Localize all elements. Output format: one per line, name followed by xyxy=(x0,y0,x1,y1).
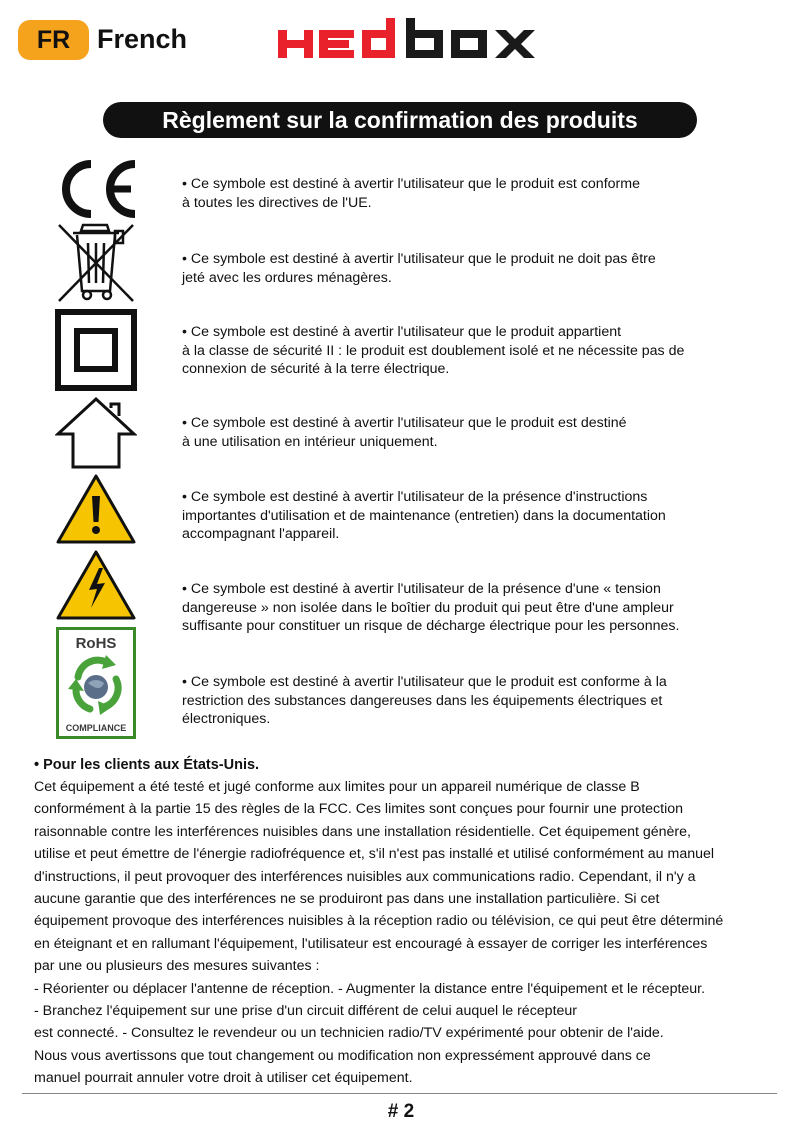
ce-mark-icon xyxy=(55,158,139,225)
paragraph-line: aucune garantie que des interférences ne se produiront pas dans une installation particulière. Si cet xyxy=(34,891,660,908)
paragraph-line: Nous vous avertissons que tout changement ou modification non expressément approuvé dans ce xyxy=(34,1047,651,1064)
rohs-compliance-label: COMPLIANCE xyxy=(65,723,127,733)
symbol-description: • Ce symbole est destiné à avertir l'utilisateur que le produit est conforme à la restriction des substances dangereuses dans les équipements électriques et électroniques. xyxy=(182,674,667,728)
paragraph-line: manuel pourrait annuler votre droit à utiliser cet équipement. xyxy=(34,1070,413,1087)
rohs-label: RoHS xyxy=(75,635,117,652)
language-code-badge: FR xyxy=(18,20,89,60)
paragraph-line: par une ou plusieurs des mesures suivantes : xyxy=(34,958,320,975)
page-title: Règlement sur la confirmation des produits xyxy=(103,102,697,138)
rohs-compliance-icon xyxy=(56,627,136,744)
paragraph-line: utilise et peut émettre de l'énergie radiofréquence et, s'il n'est pas installé et utilisé conformément au manuel xyxy=(34,846,715,863)
exclamation-warning-icon xyxy=(55,472,137,551)
footer-divider xyxy=(22,1093,777,1094)
symbol-description: • Ce symbole est destiné à avertir l'utilisateur que le produit ne doit pas être jeté avec les ordures ménagères. xyxy=(182,251,656,286)
paragraph-line: en éteignant et en rallumant l'équipement, l'utilisateur est encouragé à essayer de corriger les interférences xyxy=(34,935,708,952)
class-ii-double-square-icon xyxy=(55,309,137,396)
weee-crossed-bin-icon xyxy=(55,221,137,310)
paragraph-line: conformément à la partie 15 des règles de la FCC. Ces limites sont conçues pour fournir une protection xyxy=(34,801,684,818)
page-number: # 2 xyxy=(387,1101,415,1122)
us-customers-section xyxy=(34,756,774,1090)
us-section-heading: • Pour les clients aux États-Unis. xyxy=(34,757,260,773)
paragraph-line: est connecté. - Consultez le revendeur ou un technicien radio/TV expérimenté pour obtenir de l'aide. xyxy=(34,1025,664,1042)
paragraph-line: - Réorienter ou déplacer l'antenne de réception. - Augmenter la distance entre l'équipement et le récepteur. xyxy=(34,980,706,997)
symbol-description: • Ce symbole est destiné à avertir l'utilisateur que le produit est conforme à toutes les directives de l'UE. xyxy=(182,176,640,211)
symbol-description: • Ce symbole est destiné à avertir l'utilisateur que le produit appartient à la classe de sécurité II : le produit est doublement isolé et ne nécessite pas de connexion de sécurité à la terre électrique. xyxy=(182,324,685,378)
paragraph-line: Cet équipement a été testé et jugé conforme aux limites pour un appareil numérique de classe B xyxy=(34,779,640,795)
indoor-house-icon xyxy=(55,396,137,475)
paragraph-line: équipement provoque des interférences nuisibles à la réception radio ou télévision, ce qui peut être déterminé xyxy=(34,913,724,930)
symbol-description: • Ce symbole est destiné à avertir l'utilisateur de la présence d'une « tension dangereuse » non isolée dans le boîtier du produit qui peut être d'une ampleur suffisante pour constituer un risque de décharge électrique pour les personnes. xyxy=(182,581,680,635)
symbol-description: • Ce symbole est destiné à avertir l'utilisateur de la présence d'instructions importantes d'utilisation et de maintenance (entretien) dans la documentation accompagnant l'appareil. xyxy=(182,489,666,543)
paragraph-line: - Branchez l'équipement sur une prise d'un circuit différent de celui auquel le récepteur xyxy=(34,1003,578,1020)
paragraph-line: d'instructions, il peut provoquer des interférences nuisibles aux communications radio. Cependant, il n'y a xyxy=(34,868,696,885)
language-name: French xyxy=(97,24,188,54)
hedbox-logo xyxy=(274,16,550,67)
symbol-description: • Ce symbole est destiné à avertir l'utilisateur que le produit est destiné à une utilisation en intérieur uniquement. xyxy=(182,415,627,450)
paragraph-line: raisonnable contre les interférences nuisibles dans une installation résidentielle. Cet équipement génère, xyxy=(34,823,691,840)
high-voltage-warning-icon xyxy=(55,548,137,627)
